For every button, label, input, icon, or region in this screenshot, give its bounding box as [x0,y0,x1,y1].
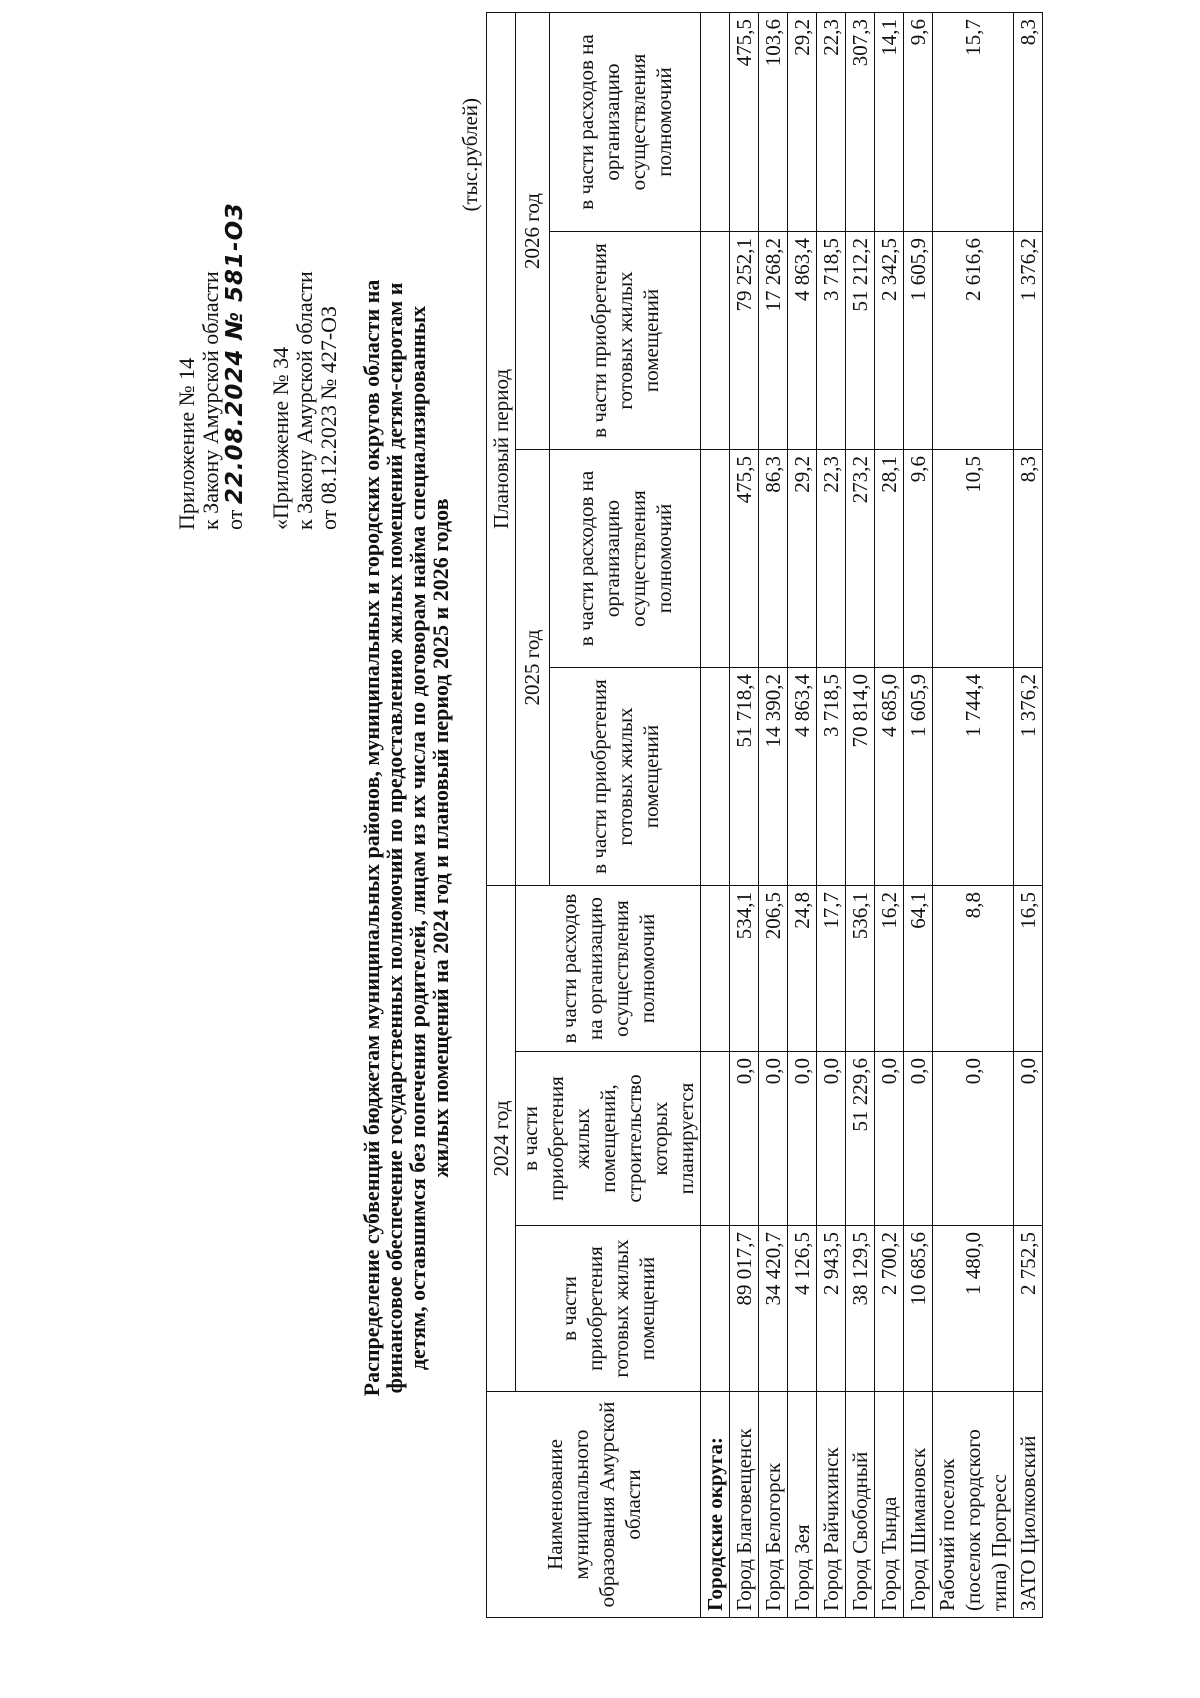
row-value-c6: 2 342,5 [875,232,904,450]
header-year-2026: 2026 год [516,12,550,449]
row-value-c4: 70 814,0 [846,668,875,886]
row-value-c6: 17 268,2 [759,232,788,450]
row-value-c3: 64,1 [904,886,933,1052]
header-2026-org: в части расходов на организацию осуществления полномочий [549,12,700,231]
header-2026-ready: в части приобретения готовых жилых помещений [549,232,700,450]
row-value-c1: 38 129,5 [846,1226,875,1392]
row-municipality-name: Город Благовещенск [730,1392,759,1618]
row-value-c2: 51 229,6 [846,1052,875,1226]
row-value-c5: 8,3 [1014,450,1043,668]
row-value-c5: 86,3 [759,450,788,668]
row-value-c4: 51 718,4 [730,668,759,886]
row-value-c2: 0,0 [730,1052,759,1226]
row-municipality-name: Город Тында [875,1392,904,1618]
row-value-c7: 307,3 [846,12,875,231]
row-value-c3: 16,2 [875,886,904,1052]
header-2024-ready: в части приобретения готовых жилых помещений [516,1226,701,1392]
unit-label: (тыс.рублей) [458,98,482,212]
row-value-c4: 4 863,4 [788,668,817,886]
row-value-c1: 2 700,2 [875,1226,904,1392]
row-value-c3: 16,5 [1014,886,1043,1052]
row-value-c3: 8,8 [933,886,1014,1052]
table-row [933,12,1014,1617]
row-value-c3: 536,1 [846,886,875,1052]
row-value-c5: 475,5 [730,450,759,668]
row-value-c2: 0,0 [788,1052,817,1226]
appendix-date-prefix: от [222,504,247,530]
row-value-c2: 0,0 [933,1052,1014,1226]
header-2024-construction: в части приобретения жилых помещений, строительство которых планируется [516,1052,701,1226]
row-municipality-name: Рабочий поселок (поселок городского типа) Прогресс [933,1392,1014,1618]
appendix-number: Приложение № 14 [174,357,199,530]
row-value-c6: 4 863,4 [788,232,817,450]
subvention-table [486,12,1043,1618]
row-value-c6: 1 376,2 [1014,232,1043,450]
row-value-c6: 1 605,9 [904,232,933,450]
row-value-c7: 22,3 [817,12,846,231]
document-title: Распределение субвенций бюджетам муниципальных районов, муниципальных и городских округов области на финансовое обеспечение государственных полномочий по предоставлению жилых помещений детям-сиротам и детям, оставшимся без попечения родителей, лицам из их числа по договорам найма специализированных жилых помещений на 2024 год и плановый период 2025 и 2026 годов [359,279,453,1397]
row-value-c6: 79 252,1 [730,232,759,450]
table-row [788,12,817,1617]
row-municipality-name: Город Зея [788,1392,817,1618]
row-value-c2: 0,0 [1014,1052,1043,1226]
row-municipality-name: Город Свободный [846,1392,875,1618]
row-value-c1: 34 420,7 [759,1226,788,1392]
row-value-c1: 4 126,5 [788,1226,817,1392]
table-row [875,12,904,1617]
row-value-c5: 9,6 [904,450,933,668]
row-municipality-name: Город Шимановск [904,1392,933,1618]
header-2024-org: в части расходов на организацию осуществления полномочий [516,886,701,1052]
row-value-c5: 273,2 [846,450,875,668]
row-value-c4: 1 744,4 [933,668,1014,886]
appendix-header [175,203,341,530]
row-value-c2: 0,0 [875,1052,904,1226]
group-row [701,12,730,1617]
row-municipality-name: Город Белогорск [759,1392,788,1618]
row-value-c4: 4 685,0 [875,668,904,886]
table-row [730,12,759,1617]
row-value-c6: 2 616,6 [933,232,1014,450]
appendix-date-line [223,203,247,530]
row-value-c1: 10 685,6 [904,1226,933,1392]
row-value-c7: 9,6 [904,12,933,231]
appendix-law-ref: к Закону Амурской области [198,271,223,530]
group-label: Городские округа: [701,1392,730,1618]
table-row [904,12,933,1617]
row-value-c3: 24,8 [788,886,817,1052]
row-value-c2: 0,0 [904,1052,933,1226]
row-value-c6: 3 718,5 [817,232,846,450]
row-value-c5: 22,3 [817,450,846,668]
row-value-c7: 103,6 [759,12,788,231]
header-year-2024: 2024 год [487,886,516,1392]
header-municipality: Наименование муниципального образования Амурской области [487,1392,701,1618]
row-value-c7: 15,7 [933,12,1014,231]
header-plan-period: Плановый период [487,12,516,885]
old-appendix-date: от 08.12.2023 № 427-ОЗ [316,305,341,530]
header-2025-ready: в части приобретения готовых жилых помещений [549,668,700,886]
table-row [1014,12,1043,1617]
row-value-c1: 2 943,5 [817,1226,846,1392]
row-municipality-name: Город Райчихинск [817,1392,846,1618]
row-value-c6: 51 212,2 [846,232,875,450]
table-row [846,12,875,1617]
row-value-c5: 29,2 [788,450,817,668]
handwritten-date-number: 22.08.2024 № 581-ОЗ [222,202,248,505]
row-value-c5: 10,5 [933,450,1014,668]
row-value-c1: 89 017,7 [730,1226,759,1392]
old-appendix-number: «Приложение № 34 [268,346,293,530]
row-value-c4: 14 390,2 [759,668,788,886]
old-appendix-law-ref: к Закону Амурской области [292,271,317,530]
table-row [817,12,846,1617]
row-value-c3: 17,7 [817,886,846,1052]
row-value-c1: 1 480,0 [933,1226,1014,1392]
row-value-c7: 29,2 [788,12,817,231]
row-value-c1: 2 752,5 [1014,1226,1043,1392]
row-value-c4: 1 376,2 [1014,668,1043,886]
row-municipality-name: ЗАТО Циолковский [1014,1392,1043,1618]
row-value-c3: 206,5 [759,886,788,1052]
row-value-c7: 475,5 [730,12,759,231]
row-value-c7: 8,3 [1014,12,1043,231]
row-value-c2: 0,0 [759,1052,788,1226]
row-value-c5: 28,1 [875,450,904,668]
row-value-c7: 14,1 [875,12,904,231]
header-year-2025: 2025 год [516,450,550,886]
row-value-c3: 534,1 [730,886,759,1052]
table-row [759,12,788,1617]
header-2025-org: в части расходов на организацию осуществления полномочий [549,450,700,668]
row-value-c2: 0,0 [817,1052,846,1226]
row-value-c4: 3 718,5 [817,668,846,886]
row-value-c4: 1 605,9 [904,668,933,886]
